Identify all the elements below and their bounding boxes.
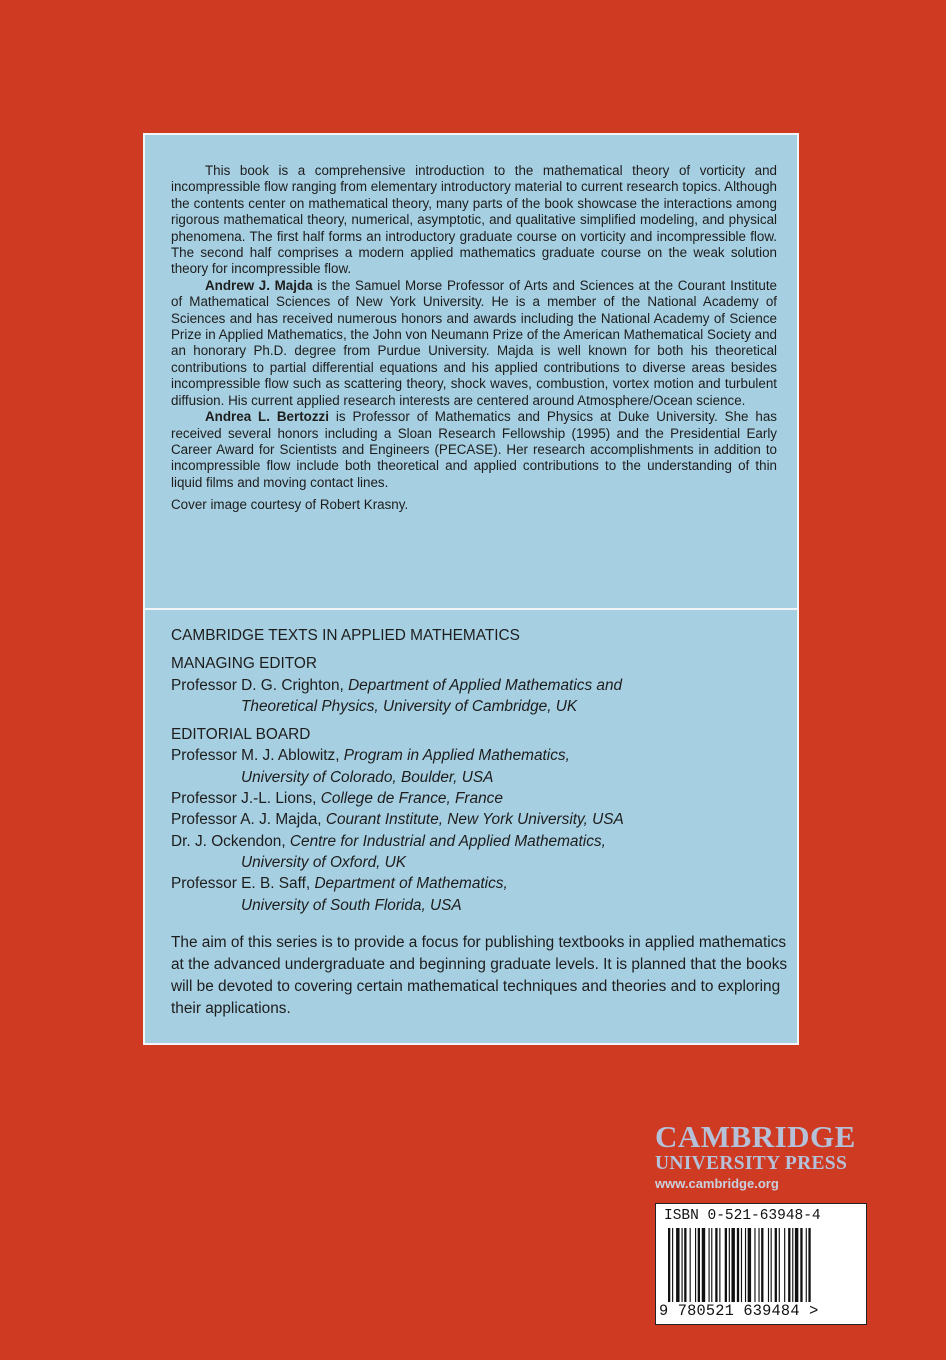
managing-editor-heading: MANAGING EDITOR xyxy=(171,655,317,673)
publisher-logo xyxy=(655,1121,875,1193)
series-title: CAMBRIDGE TEXTS IN APPLIED MATHEMATICS xyxy=(171,627,520,644)
barcode-digits: 9 780521 639484 > xyxy=(659,1302,819,1320)
editor-affiliation: Department of Applied Mathematics and xyxy=(348,676,623,694)
author-bio-bertozzi xyxy=(171,409,777,491)
series-aim-text: The aim of this series is to provide a focus for publishing textbooks in applied mathematics at the advanced undergraduate and beginning graduate levels. It is planned that the books will be devoted to covering certain mathematical techniques and theories and to exploring their applications. xyxy=(171,934,788,1017)
barcode-bars-icon xyxy=(660,1228,860,1302)
isbn-number: ISBN 0-521-63948-4 xyxy=(664,1208,821,1224)
board-member: Professor M. J. Ablowitz, Program in Applied Mathematics, xyxy=(171,747,570,765)
author-bio-bertozzi-text: is Professor of Mathematics and Physics at Duke University. She has received several honors including a Sloan Research Fellowship (1995) and the Presidential Early Career Award for Scientists and Engineers (PECASE). Her research accomplishments in addition to incompressible flow include both theoretical and applied contributions to the understanding of thin liquid films and moving contact lines. xyxy=(171,409,777,490)
editor-name: Professor D. G. Crighton, xyxy=(171,676,349,694)
managing-editor-affiliation-cont: Theoretical Physics, University of Cambridge, UK xyxy=(241,697,578,715)
publisher-name-line2: UNIVERSITY PRESS xyxy=(655,1153,848,1174)
series-aim xyxy=(171,932,791,1020)
managing-editor xyxy=(171,675,791,696)
editorial-board-heading: EDITORIAL BOARD xyxy=(171,726,311,744)
publisher-url: www.cambridge.org xyxy=(655,1176,779,1191)
board-member: Professor J.-L. Lions, College de France, France xyxy=(171,790,503,808)
board-member: Professor E. B. Saff, Department of Mathematics, xyxy=(171,875,508,893)
author-bio-majda xyxy=(171,278,777,409)
board-member-affiliation-cont: University of South Florida, USA xyxy=(241,896,462,914)
panel-divider xyxy=(145,608,797,610)
board-member: Professor A. J. Majda, Courant Institute, New York University, USA xyxy=(171,811,624,829)
board-member-affiliation-cont: University of Colorado, Boulder, USA xyxy=(241,768,494,786)
publisher-name-line1: CAMBRIDGE xyxy=(655,1119,856,1154)
back-cover-panel xyxy=(143,133,799,1045)
board-member: Dr. J. Ockendon, Centre for Industrial and Applied Mathematics, xyxy=(171,832,606,850)
author-name-majda: Andrew J. Majda xyxy=(205,277,313,293)
book-description xyxy=(171,163,777,514)
board-member-affiliation-cont: University of Oxford, UK xyxy=(241,853,407,871)
series-info xyxy=(171,625,791,916)
description-paragraph: This book is a comprehensive introduction to the mathematical theory of vorticity and incompressible flow ranging from elementary introductory material to current research topics. Although the contents center on mathematical theory, many parts of the book showcase the interactions among rigorous mathematical theory, numerical, asymptotic, and qualitative simplified modeling, and physical phenomena. The first half forms an introductory graduate course on vorticity and incompressible flow. The second half comprises a modern applied mathematics graduate course on the weak solution theory for incompressible flow. xyxy=(171,163,777,277)
author-bio-majda-text: is the Samuel Morse Professor of Arts and Sciences at the Courant Institute of Mathematical Sciences of New York University. He is a member of the National Academy of Sciences and has received numerous honors and awards including the National Academy of Science Prize in Applied Mathematics, the John von Neumann Prize of the American Mathematical Society and an honorary Ph.D. degree from Purdue University. Majda is well known for both his theoretical contributions to partial differential equations and his applied contributions to diverse areas besides incompressible flow such as scattering theory, shock waves, combustion, vortex motion and turbulent diffusion. His current applied research interests are centered around Atmosphere/Ocean science. xyxy=(171,277,777,408)
author-name-bertozzi: Andrea L. Bertozzi xyxy=(205,409,329,425)
isbn-barcode xyxy=(655,1203,867,1325)
cover-credit: Cover image courtesy of Robert Krasny. xyxy=(171,497,409,513)
